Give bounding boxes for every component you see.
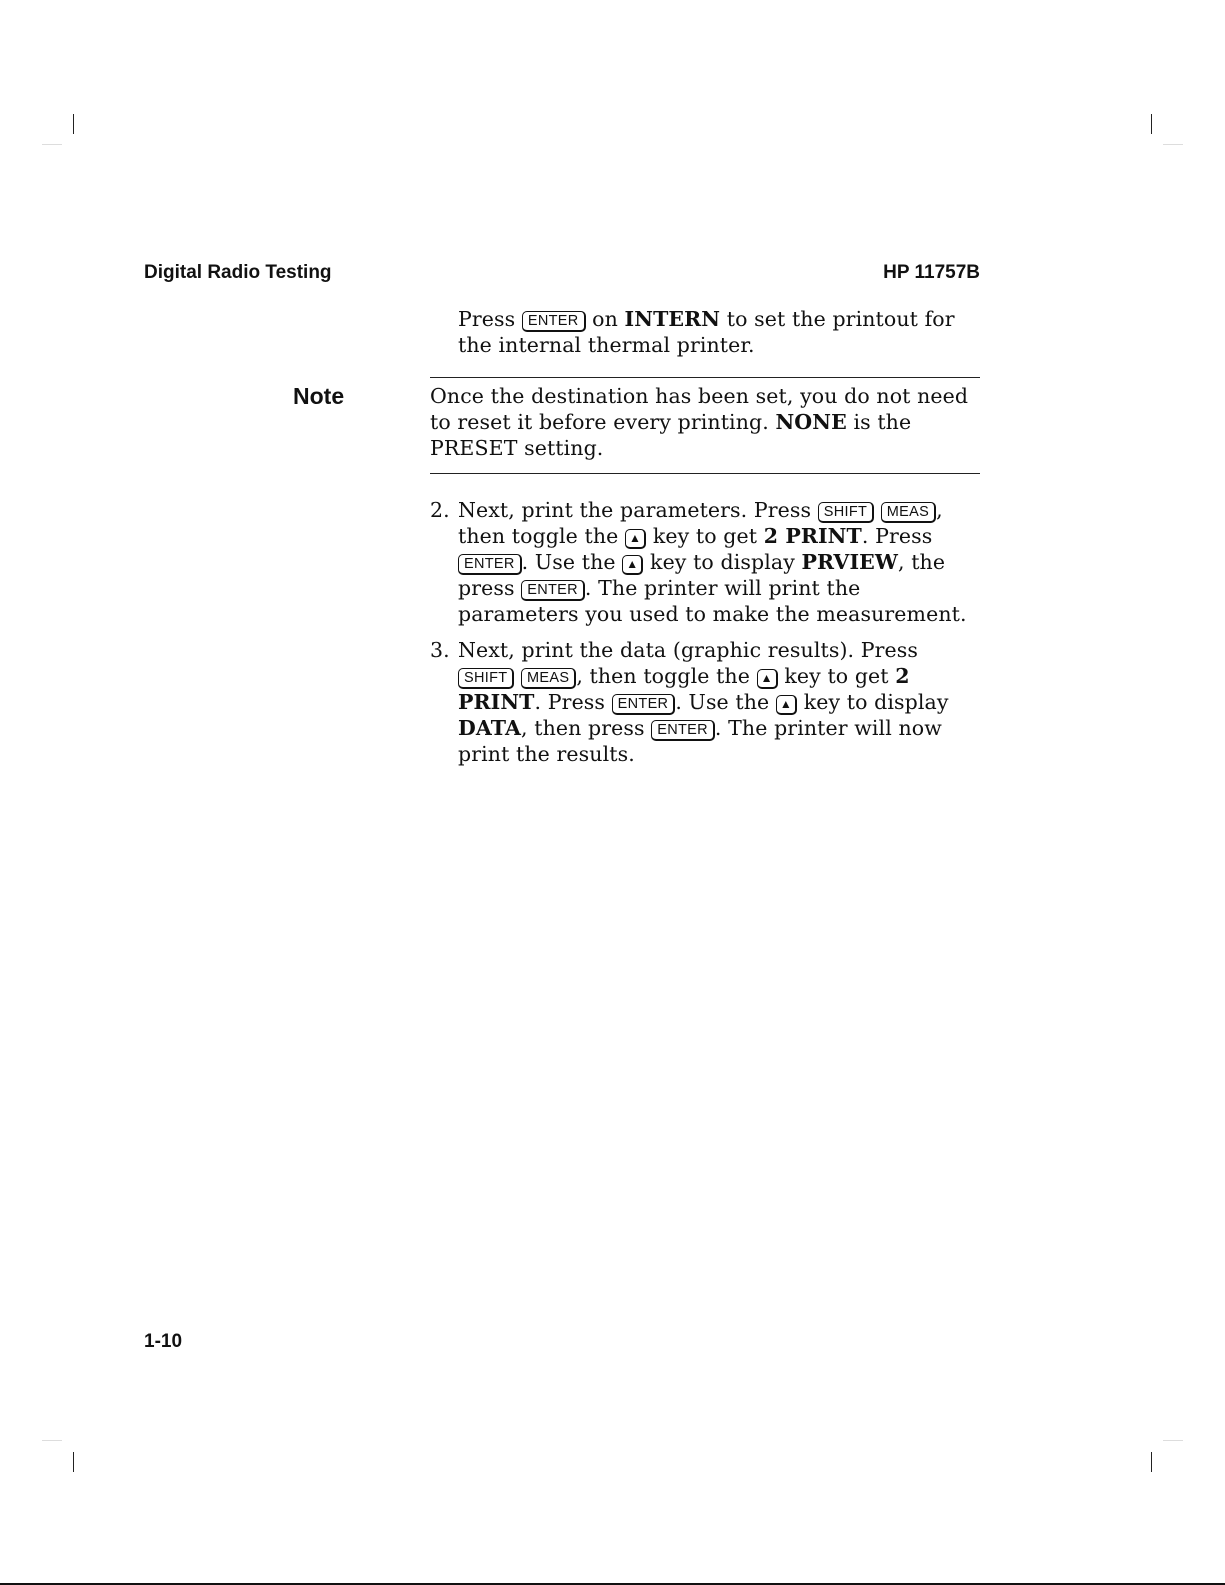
step-text: key to get [652, 524, 758, 548]
enter-key: ENTER [651, 720, 715, 741]
up-arrow-key-icon: ▲ [757, 669, 778, 689]
note-sentence: Once the destination has been set, you do not need to reset it before every printing. [430, 384, 969, 434]
none-option: NONE [775, 410, 847, 434]
note-top-rule [430, 377, 980, 378]
note-text [430, 383, 978, 461]
shift-key: SHIFT [818, 502, 874, 523]
enter-key: ENTER [521, 580, 585, 601]
intro-paragraph [458, 306, 983, 358]
step-text: . Press [534, 690, 606, 714]
crop-mark [73, 114, 74, 134]
crop-mark [73, 1452, 74, 1472]
crop-mark [42, 1440, 62, 1441]
list-item [430, 497, 980, 627]
up-arrow-key-icon: ▲ [622, 555, 643, 575]
page-number: 1-10 [144, 1331, 183, 1352]
intern-option: INTERN [624, 307, 721, 331]
meas-key: MEAS [881, 502, 936, 523]
step-number: 2. [430, 498, 450, 522]
data-option: DATA [458, 716, 522, 740]
step-text: . Use the [675, 690, 770, 714]
up-arrow-key-icon: ▲ [625, 529, 646, 549]
crop-mark [1163, 144, 1183, 145]
prview-option: PRVIEW [801, 550, 898, 574]
step-text: . Use the [521, 550, 616, 574]
note-sentence: is the PRESET setting. [430, 410, 912, 460]
crop-mark [42, 144, 62, 145]
step-text: , then toggle the [458, 498, 943, 548]
step-text: . The printer will print the parameters you used to make the measurement. [458, 576, 967, 626]
step-number: 3. [430, 638, 450, 662]
step-text: . The printer will now print the results. [458, 716, 942, 766]
intro-text: to set the printout for the internal thermal printer. [458, 307, 955, 357]
note-label: Note [293, 383, 345, 409]
crop-mark [1151, 1452, 1152, 1472]
step-text: key to get [784, 664, 889, 688]
step-text: key to display [650, 550, 795, 574]
enter-key: ENTER [612, 694, 676, 715]
crop-mark [1163, 1440, 1183, 1441]
step-text: key to display [803, 690, 949, 714]
print-option: 2 PRINT [458, 664, 910, 714]
step-text: , the press [458, 550, 946, 600]
running-header-title: Digital Radio Testing [144, 262, 332, 283]
steps-list [430, 497, 980, 767]
meas-key: MEAS [521, 668, 576, 689]
step-text: Next, print the data (graphic results). Press [458, 638, 919, 662]
note-bottom-rule [430, 473, 980, 474]
enter-key: ENTER [522, 311, 586, 332]
intro-text: Press [458, 307, 516, 331]
intro-text: on [592, 307, 618, 331]
enter-key: ENTER [458, 554, 522, 575]
running-header-model: HP 11757B [883, 262, 980, 283]
list-item [430, 637, 980, 767]
step-text: Next, print the parameters. Press [458, 498, 812, 522]
crop-mark [1151, 114, 1152, 134]
print-option: 2 PRINT [763, 524, 862, 548]
step-text: . Press [861, 524, 933, 548]
step-text: , then press [521, 716, 645, 740]
up-arrow-key-icon: ▲ [776, 695, 797, 715]
shift-key: SHIFT [458, 668, 514, 689]
step-text: , then toggle the [576, 664, 750, 688]
